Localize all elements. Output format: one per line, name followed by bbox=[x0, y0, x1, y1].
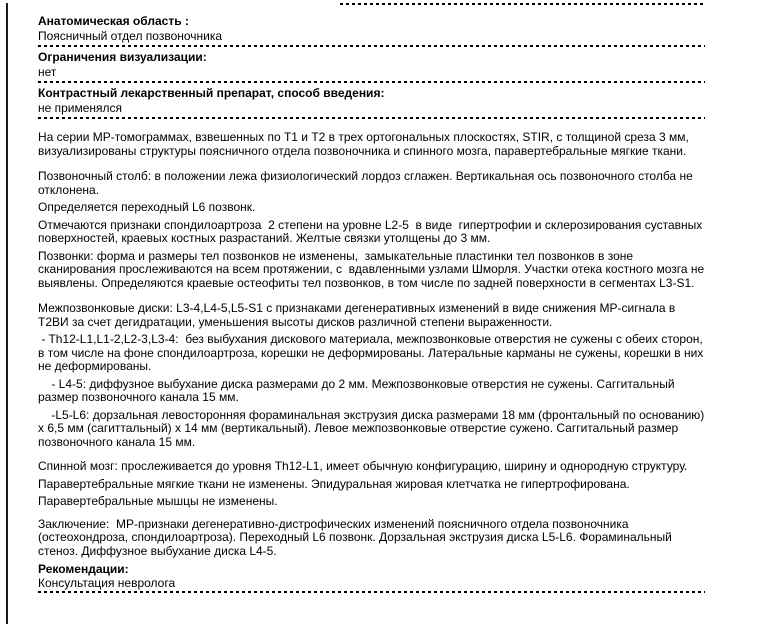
field-contrast-agent bbox=[38, 86, 705, 119]
dashed-separator bbox=[38, 117, 705, 119]
field-anatomical-region-value[interactable]: Поясничный отдел позвоночника bbox=[38, 29, 223, 43]
report-page bbox=[0, 3, 777, 624]
field-anatomical-region-label: Анатомическая область : bbox=[38, 14, 189, 28]
paragraph-group-technique bbox=[38, 131, 705, 158]
paragraph-group-spine bbox=[38, 169, 709, 290]
dashed-separator bbox=[38, 591, 705, 593]
field-visualization-limits bbox=[38, 50, 705, 83]
report-paragraph: - L4-5: диффузное выбухание диска размерами до 2 мм. Межпозвонковые отверстия не сужены. Саггитальный размер позвоночного канала 15 мм. bbox=[38, 376, 678, 404]
report-paragraph: Определяется переходный L6 позвонк. bbox=[38, 200, 256, 214]
field-anatomical-region bbox=[38, 14, 705, 47]
report-paragraph: На серии МР-томограммах, взвешенных по Т1 и Т2 в трех ортогональных плоскостях, STIR, с толщиной среза 3 мм, визуализированы структуры поясничного отдела позвоночника и спинного мозга, паравертебральные мягкие ткани. bbox=[38, 130, 693, 158]
report-paragraph: Заключение: МР-признаки дегенеративно-дистрофических изменений поясничного отдела позвоночника (остеохондроза, спондилоартроза). Переходный L6 позвонк. Дорзальная экструзия диска L5-L6. Фораминальный стеноз. Диффузное выбухание диска L4-5. bbox=[38, 516, 676, 558]
field-recommendations-label: Рекомендации: bbox=[38, 562, 129, 576]
report-body bbox=[38, 130, 709, 558]
report-paragraph: Паравертебральные мышцы не изменены. bbox=[38, 494, 278, 508]
field-recommendations-value[interactable]: Консультация невролога bbox=[38, 576, 176, 590]
report-paragraph: Позвонки: форма и размеры тел позвонков не изменены, замыкательные пластинки тел позвонков в зоне сканирования прослеживаются на всем протяжении, с вдавленными узлами Шморля. Участки отека костного мозга не выявлены. Определяются краевые остеофиты тел позвонков, в том числе по задней поверхности в сегментах L3-S1. bbox=[38, 248, 708, 290]
report-content bbox=[38, 3, 709, 593]
field-visualization-limits-value[interactable]: нет bbox=[38, 65, 57, 79]
dashed-separator bbox=[38, 81, 705, 83]
report-paragraph: Отмечаются признаки спондилоартроза 2 степени на уровне L2-5 в виде гипертрофии и склерозирования суставных поверхностей, краевых костных разрастаний. Желтые связки утолщены до 3 мм. bbox=[38, 217, 709, 245]
paragraph-group-spinal-cord bbox=[38, 460, 705, 509]
report-paragraph: Паравертебральные мягкие ткани не изменены. Эпидуральная жировая клетчатка не гипертрофирована. bbox=[38, 476, 630, 491]
report-paragraph: Позвоночный столб: в положении лежа физиологический лордоз сглажен. Вертикальная ось позвоночного столба не отклонена. bbox=[38, 169, 697, 197]
page-left-border bbox=[6, 3, 8, 624]
form-fields bbox=[38, 14, 705, 119]
report-paragraph: - Th12-L1,L1-2,L2-3,L3-4: без выбухания дискового материала, межпозвонковые отверстия не сужены с обеих сторон, в том числе на фоне спондилоартроза, корешки не деформированы. Латеральные карманы не сужены, корешки в них не деформированы. bbox=[38, 332, 707, 373]
paragraph-group-discs bbox=[38, 301, 708, 449]
report-paragraph: Межпозвонковые диски: L3-4,L4-5,L5-S1 с признаками дегенеративных изменений в виде снижения МР-сигнала в Т2ВИ за счет дегидратации, уменьшения высоты дисков различной степени выраженности. bbox=[38, 301, 679, 329]
report-paragraph: -L5-L6: дорзальная левосторонняя фораминальная экструзия диска размерами 18 мм (фронтальный по основанию) х 6,5 мм (сагиттальный) х 14 мм (вертикальный). Левое межпозвонковые отверстие сужено. Саггитальный размер позвоночного канала 15 мм. bbox=[38, 407, 708, 449]
report-paragraph: Спинной мозг: прослеживается до уровня Th12-L1, имеет обычную конфигурацию, ширину и однородную структуру. bbox=[38, 459, 688, 473]
field-contrast-agent-label: Контрастный лекарственный препарат, способ введения: bbox=[38, 86, 385, 100]
field-visualization-limits-label: Ограничения визуализации: bbox=[38, 50, 207, 64]
paragraph-group-conclusion bbox=[38, 518, 705, 559]
dashed-separator bbox=[38, 45, 705, 47]
field-recommendations bbox=[38, 562, 705, 593]
top-dashed-separator bbox=[340, 3, 705, 5]
field-contrast-agent-value[interactable]: не применялся bbox=[38, 101, 123, 115]
